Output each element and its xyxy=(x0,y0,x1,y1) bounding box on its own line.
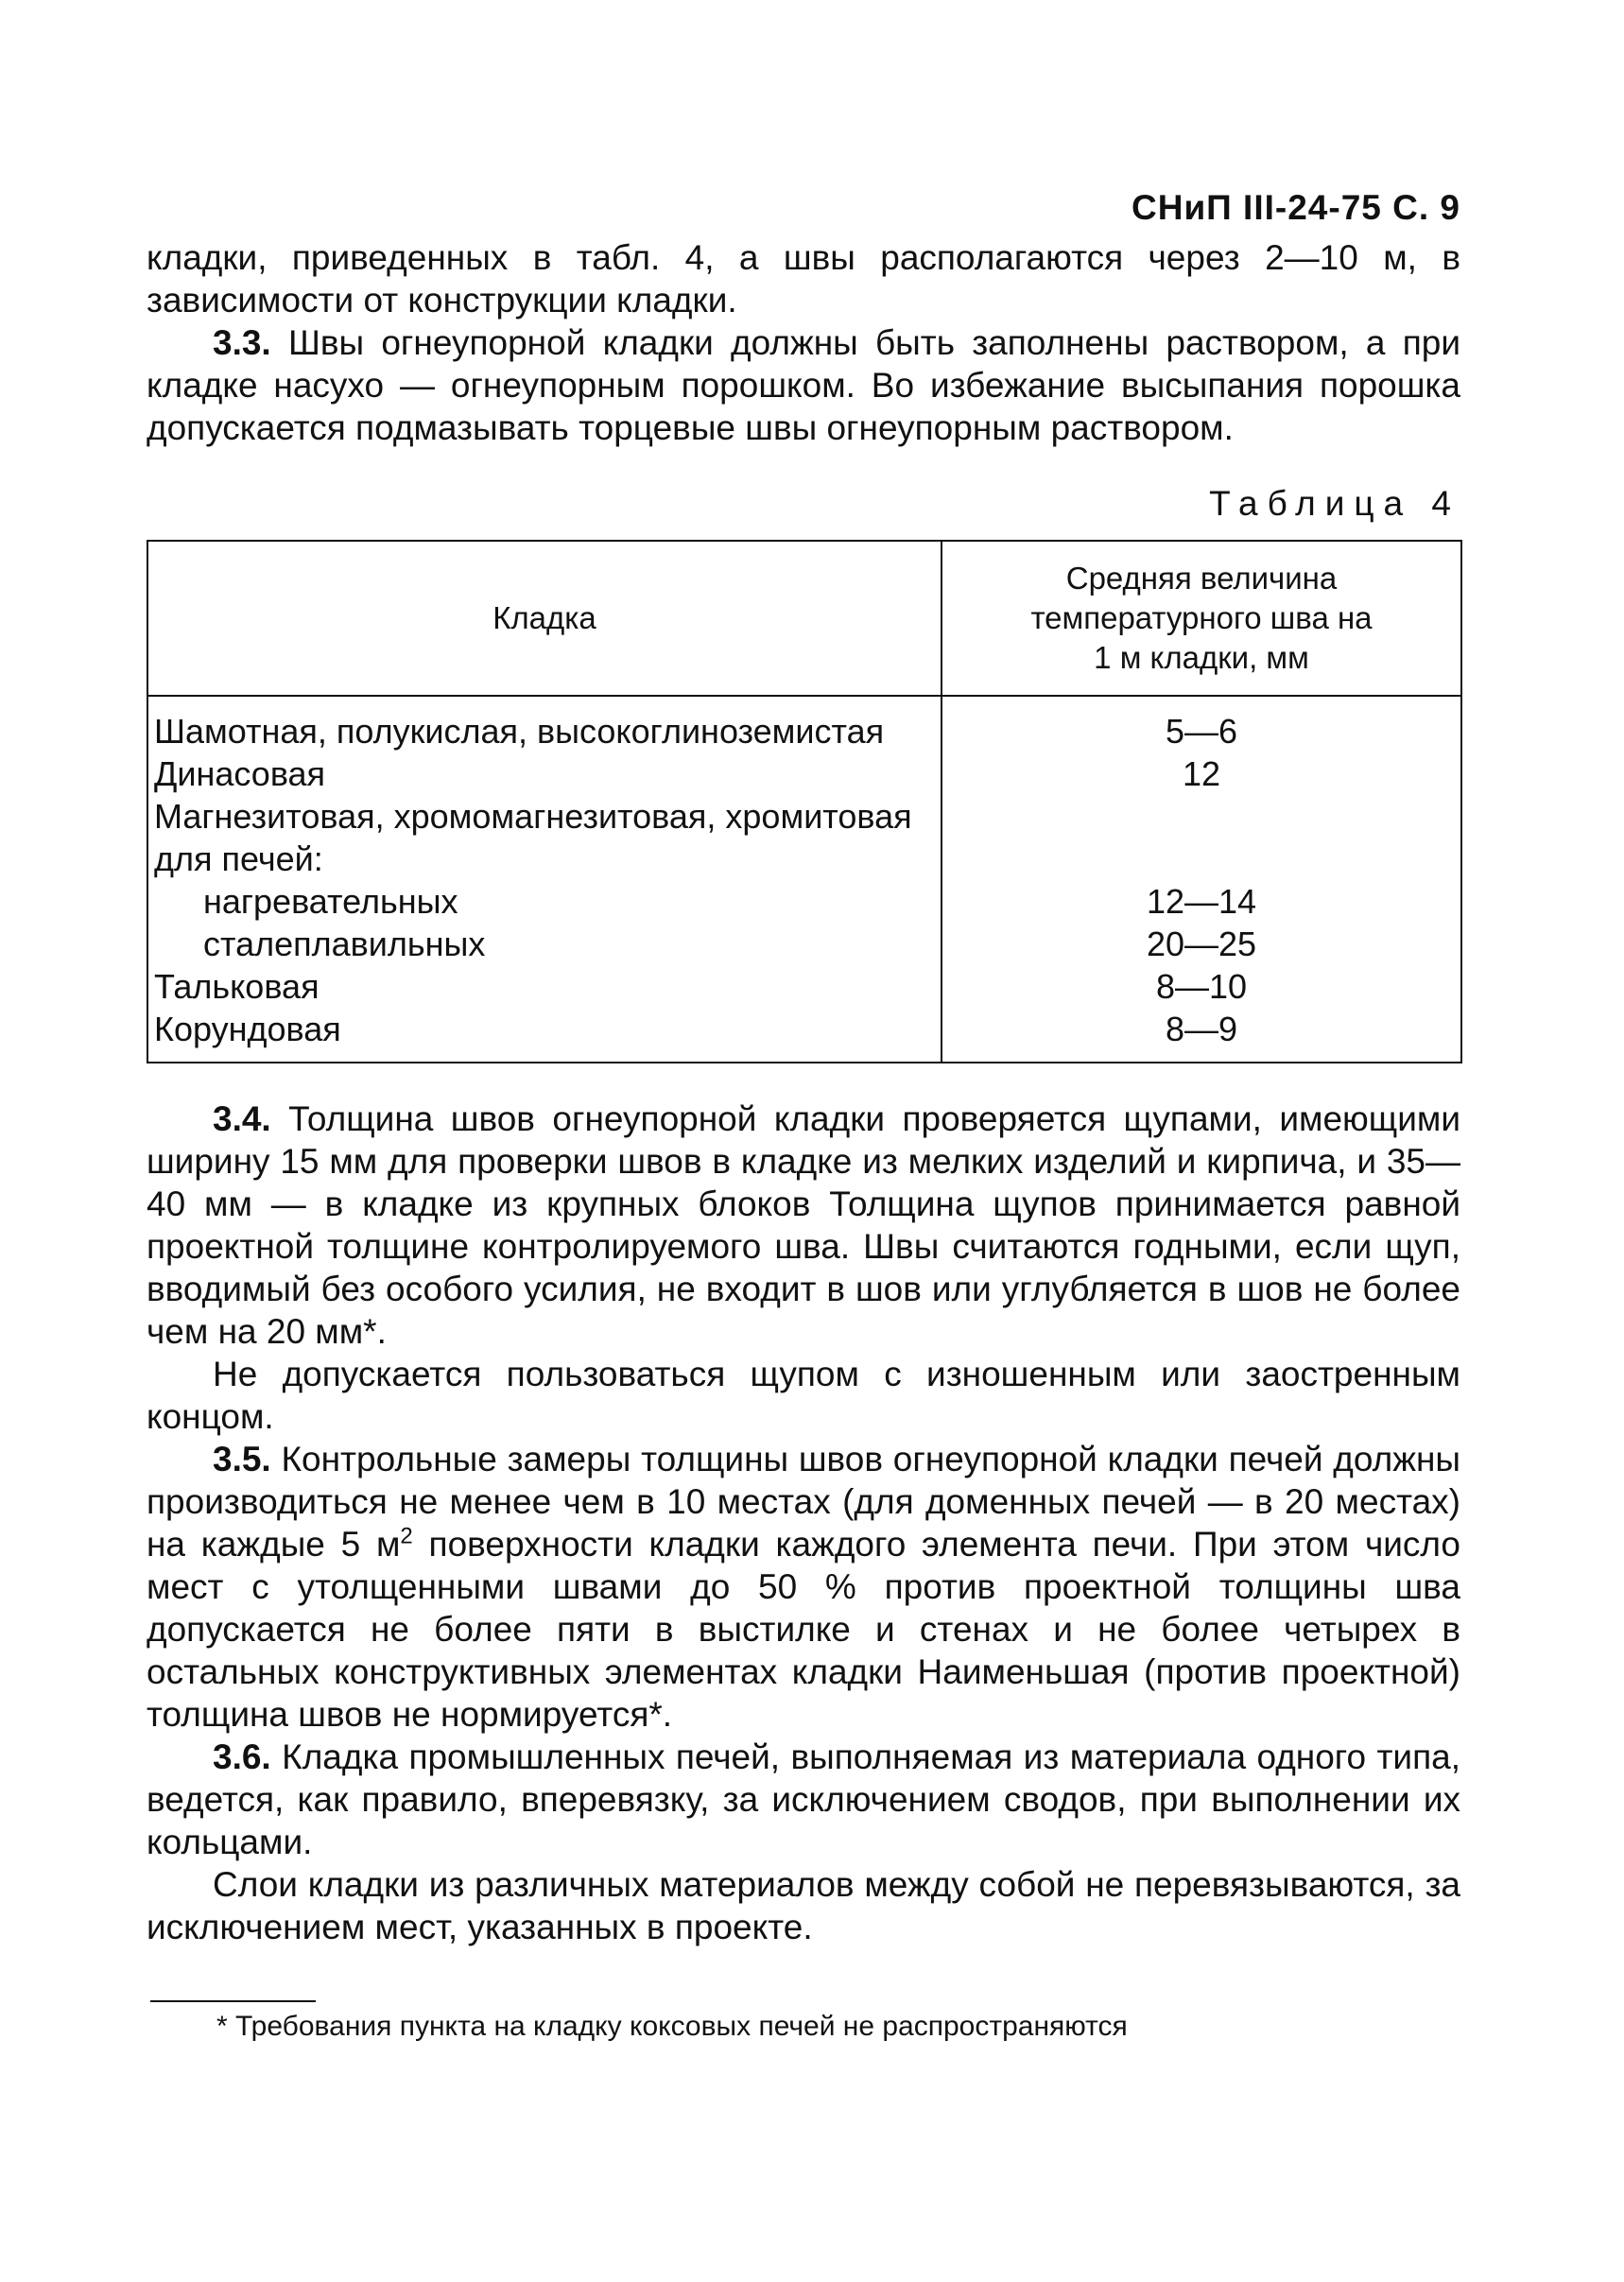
table-cell-name: сталеплавильных xyxy=(203,925,486,963)
clause-number: 3.5. xyxy=(213,1440,271,1478)
table-cell-value: 5—6 xyxy=(1165,712,1238,751)
clause-text: Толщина швов огнеупорной кладки проверяется щупами, имеющими ширину 15 мм для проверки швов в кладке из мелких изделий и кирпича, и 35—40 мм — в кладке из крупных блоков Толщина щупов принимается равной проектной толщине контролируемого шва. Швы считаются годными, если щуп, вводимый без особого усилия, не входит в шов или углубляется в шов не более чем на 20 мм*. xyxy=(147,1099,1460,1351)
clause-3-6 xyxy=(147,1736,1460,1863)
header-line: температурного шва на xyxy=(1030,600,1373,635)
table-cell-name: Динасовая xyxy=(154,754,326,793)
table-cell-value: 12 xyxy=(1182,754,1221,793)
clause-text: Контрольные замеры толщины швов огнеупорной кладки печей должны производиться не менее чем в 10 местах (для доменных печей — в 20 местах) на каждые 5 м xyxy=(147,1440,1460,1564)
column-header-joint xyxy=(942,541,1461,696)
table-cell-name: Шамотная, полукислая, высокоглиноземистая xyxy=(154,712,885,751)
running-header: СНиП III-24-75 С. 9 xyxy=(1132,188,1460,227)
table-cell-value: 20—25 xyxy=(1146,925,1257,963)
footnote: * Требования пункта на кладку коксовых печей не распространяются xyxy=(216,2011,1128,2042)
clause-3-3 xyxy=(147,321,1460,449)
paragraph-text: Слои кладки из различных материалов между собой не перевязываются, за исключением мест, указанных в проекте. xyxy=(147,1865,1460,1946)
header-line: Средняя величина xyxy=(1065,561,1338,596)
clause-number: 3.4. xyxy=(213,1099,271,1138)
table-cell-value xyxy=(942,838,1460,880)
table-4 xyxy=(147,540,1462,1063)
clause-number: 3.6. xyxy=(213,1737,271,1776)
table-cell-name: Тальковая xyxy=(154,967,320,1006)
table-cell-name: для печей: xyxy=(154,839,323,878)
table-cell-name: нагревательных xyxy=(203,882,458,921)
clause-3-6-layers xyxy=(147,1863,1460,1948)
table-header-row xyxy=(147,541,1461,696)
superscript: 2 xyxy=(400,1523,413,1549)
column-header-masonry: Кладка xyxy=(147,541,942,696)
footnote-divider xyxy=(150,2000,316,2002)
table-cell-value xyxy=(942,795,1460,838)
table-cell-name: Магнезитовая, хромомагнезитовая, хромитовая xyxy=(154,797,912,836)
paragraph-text: Не допускается пользоваться щупом с изношенным или заостренным концом. xyxy=(147,1355,1460,1436)
table-cell-value: 8—10 xyxy=(1155,967,1248,1006)
clause-text: Кладка промышленных печей, выполняемая из материала одного типа, ведется, как правило, вперевязку, за исключением сводов, при выполнении их кольцами. xyxy=(147,1737,1460,1861)
body-after-table xyxy=(147,1098,1460,1948)
table-caption: Таблица 4 xyxy=(1209,484,1460,523)
masonry-type-column xyxy=(147,696,942,1063)
clause-3-4-note xyxy=(147,1353,1460,1438)
table-cell-value: 8—9 xyxy=(1165,1010,1238,1048)
table-cell-name: Корундовая xyxy=(154,1010,341,1048)
clause-3-5 xyxy=(147,1438,1460,1736)
paragraph-text: кладки, приведенных в табл. 4, а швы располагаются через 2—10 м, в зависимости от конструкции кладки. xyxy=(147,238,1460,320)
clause-number: 3.3. xyxy=(213,323,271,362)
document-page xyxy=(147,180,1460,2046)
clause-text: Швы огнеупорной кладки должны быть заполнены раствором, а при кладке насухо — огнеупорным порошком. Во избежание высыпания порошка допускается подмазывать торцевые швы огнеупорным раствором. xyxy=(147,323,1460,447)
paragraph-continuation xyxy=(147,236,1460,321)
clause-text: поверхности кладки каждого элемента печи. При этом число мест с утолщенными швами до 50 % против проектной толщины шва допускается не более пяти в выстилке и стенах и не более четырех в остальных конструктивных элементах кладки Наименьшая (против проектной) толщина швов не нормируется*. xyxy=(147,1525,1460,1734)
clause-3-4 xyxy=(147,1098,1460,1353)
header-line: 1 м кладки, мм xyxy=(1094,640,1309,675)
table-cell-value: 12—14 xyxy=(1146,882,1257,921)
table-body-row xyxy=(147,696,1461,1063)
joint-value-column xyxy=(942,696,1461,1063)
